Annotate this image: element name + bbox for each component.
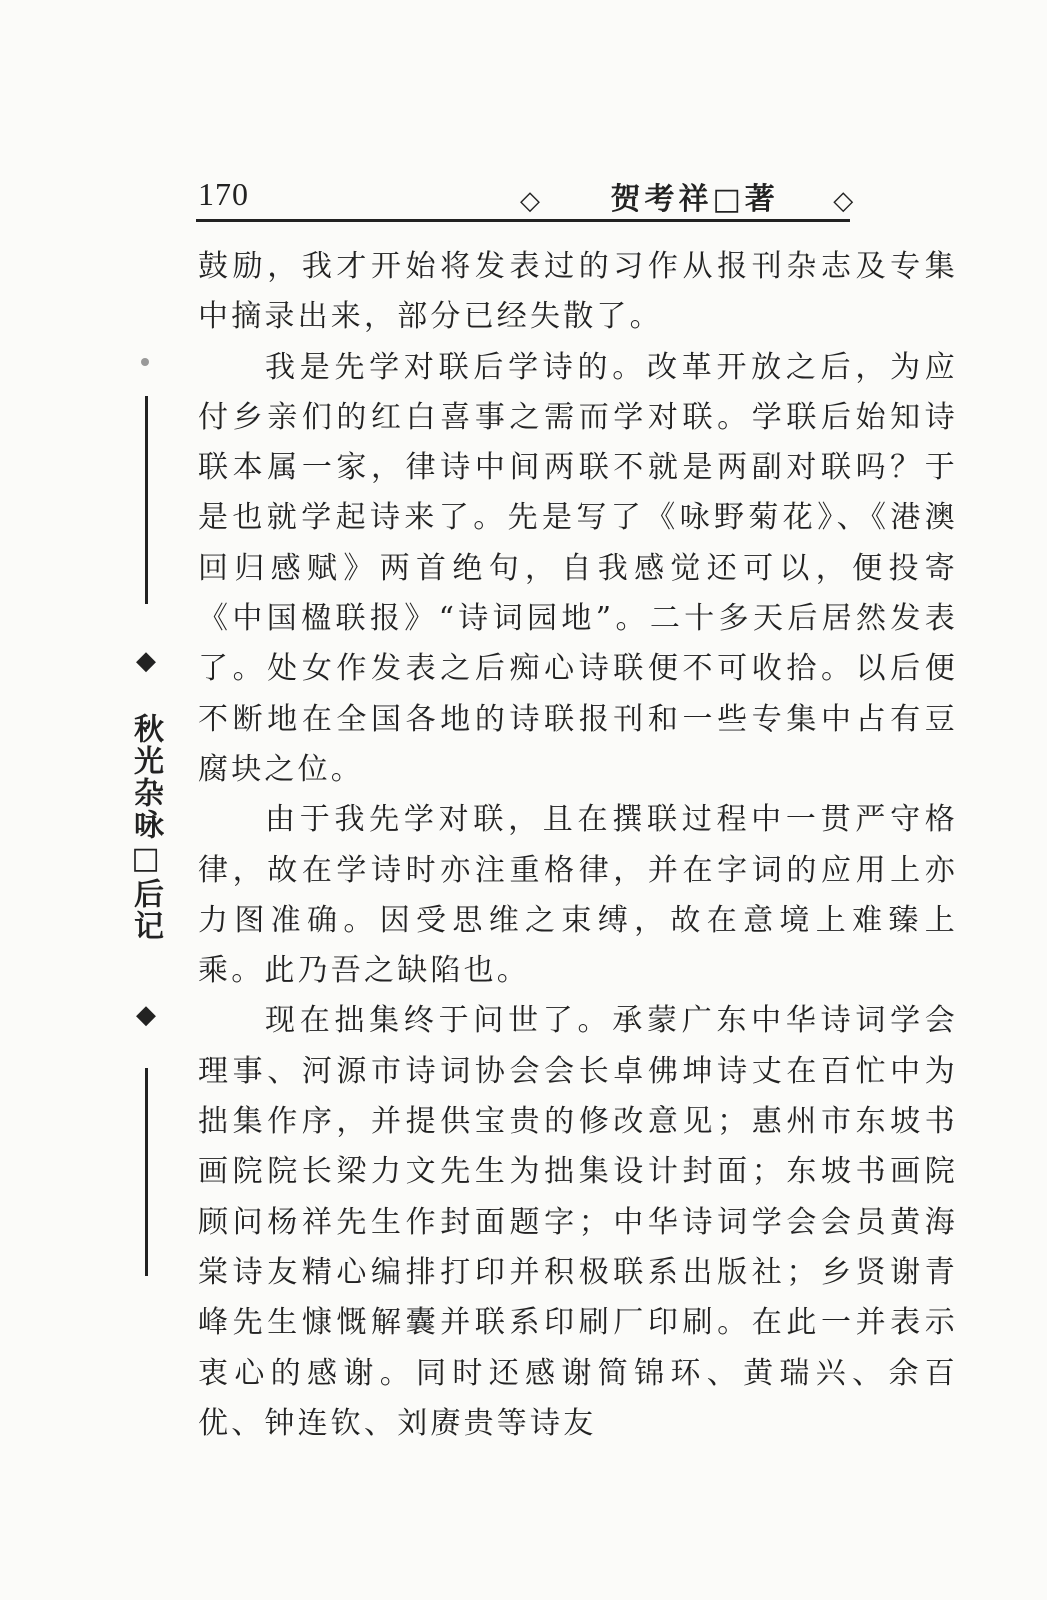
paragraph-1: 鼓励，我才开始将发表过的习作从报刊杂志及专集中摘录出来，部分已经失散了。 — [198, 249, 958, 335]
author-title: 贺考祥□著 — [610, 182, 779, 217]
paragraph-3: 由于我先学对联，且在撰联过程中一贯严守格律，故在学诗时亦注重格律，并在字词的应用上亦力图准确。因受思维之束缚，故在意境上难臻上乘。此乃吾之缺陷也。 — [198, 802, 958, 989]
paragraph-4: 现在拙集终于问世了。承蒙广东中华诗词学会理事、河源市诗词协会会长卓佛坤诗丈在百忙中为拙集作序，并提供宝贵的修改意见；惠州市东坡书画院院长梁力文先生为拙集设计封面；东坡书画院顾问杨祥先生作封面题字；中华诗词学会会员黄海棠诗友精心编排打印并积极联系出版社；乡贤谢青峰先生慷慨解囊并联系印刷厂印刷。在此一并表示衷心的感谢。同时还感谢简锦环、黄瑞兴、余百优、钟连钦、刘赓贵等诗友 — [198, 1003, 958, 1441]
side-diamond-icon-top: ◆ — [136, 646, 156, 676]
side-dot — [141, 358, 149, 366]
body-text — [198, 242, 958, 1449]
paragraph-2: 我是先学对联后学诗的。改革开放之后，为应付乡亲们的红白喜事之需而学对联。学联后始知诗联本属一家，律诗中间两联不就是两副对联吗？于是也就学起诗来了。先是写了《咏野菊花》、《港澳回归感赋》两首绝句，自我感觉还可以，便投寄《中国楹联报》“诗词园地”。二十多天后居然发表了。处女作发表之后痴心诗联便不可收拾。以后便不断地在全国各地的诗联报刊和一些专集中占有豆腐块之位。 — [198, 349, 958, 787]
side-diamond-icon-bottom: ◆ — [136, 1000, 156, 1030]
side-section-title: 秋光杂咏□后记 — [128, 713, 163, 942]
page-number: 170 — [198, 176, 249, 212]
diamond-icon-left: ◇ — [520, 186, 544, 216]
side-rule-bottom — [145, 1068, 148, 1276]
side-rule-top — [145, 396, 148, 604]
diamond-icon-right: ◇ — [833, 186, 858, 216]
running-head — [520, 174, 858, 218]
header-rule — [196, 219, 850, 222]
